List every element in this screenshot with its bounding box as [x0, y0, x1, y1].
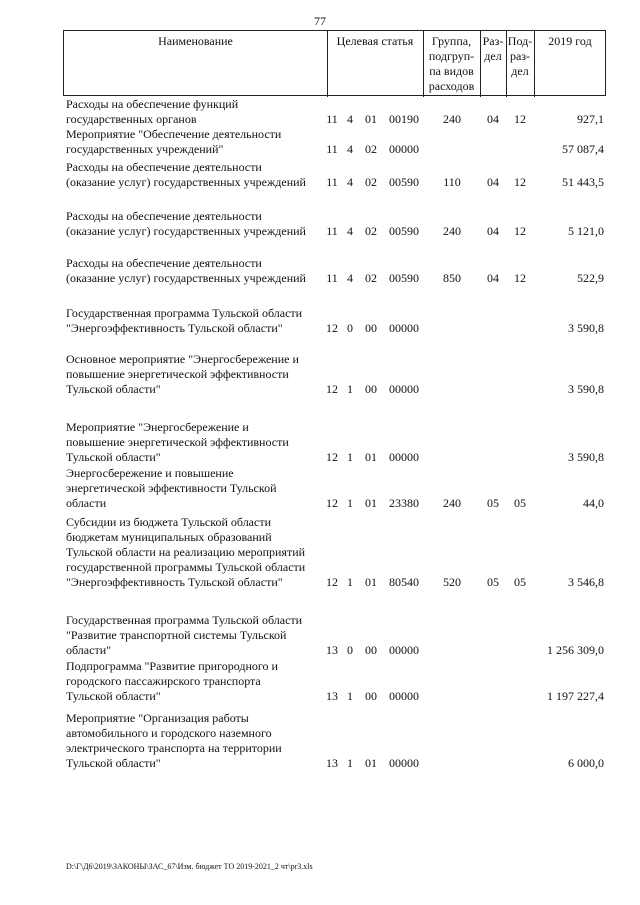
code-part-3: 00: [365, 382, 377, 396]
code-part-3: 01: [365, 756, 377, 770]
podrazdel: 12: [514, 175, 526, 189]
header-podrazdel: Под- раз- дел: [507, 34, 533, 78]
code-part-2: 1: [347, 496, 353, 510]
razdel: 05: [487, 575, 499, 589]
page-number: 77: [314, 14, 326, 28]
row-name: Расходы на обеспечение функций государственных органов: [66, 97, 239, 126]
code-part-4: 00190: [389, 112, 419, 126]
razdel: 04: [487, 224, 499, 238]
expense-group: 240: [443, 112, 461, 126]
row-name: Мероприятие "Организация работы автомобильного и городского наземного электрического транспорта на территории Тульской области": [66, 711, 282, 770]
podrazdel: 05: [514, 575, 526, 589]
code-part-3: 02: [365, 271, 377, 285]
expense-group: 110: [443, 175, 461, 189]
code-part-3: 01: [365, 450, 377, 464]
expense-group: 850: [443, 271, 461, 285]
podrazdel: 12: [514, 271, 526, 285]
row-name: Мероприятие "Обеспечение деятельности государственных учреждений": [66, 127, 282, 156]
code-part-4: 00000: [389, 689, 419, 703]
code-part-2: 4: [347, 224, 353, 238]
footer-path: D:\Г\Д6\2019\ЗАКОНЫ\ЗАС_67\Изм. бюджет ТО 2019-2021_2 чт\pr3.xls: [66, 862, 313, 871]
row-name: Государственная программа Тульской области "Развитие транспортной системы Тульской области": [66, 613, 303, 657]
code-part-2: 0: [347, 321, 353, 335]
razdel: 05: [487, 496, 499, 510]
code-part-4: 00590: [389, 271, 419, 285]
row-name: Энергосбережение и повышение энергетической эффективности Тульской области: [66, 466, 277, 510]
podrazdel: 12: [514, 112, 526, 126]
row-name: Расходы на обеспечение деятельности (оказание услуг) государственных учреждений: [66, 160, 306, 189]
header-group: Группа, подгруп- па видов расходов: [428, 34, 475, 93]
code-part-3: 00: [365, 321, 377, 335]
amount: 1 197 227,4: [547, 689, 604, 703]
code-part-4: 80540: [389, 575, 419, 589]
code-part-1: 11: [326, 224, 338, 238]
code-part-3: 01: [365, 112, 377, 126]
code-part-2: 4: [347, 271, 353, 285]
razdel: 04: [487, 271, 499, 285]
amount: 3 590,8: [568, 450, 604, 464]
code-part-3: 01: [365, 575, 377, 589]
code-part-2: 1: [347, 575, 353, 589]
expense-group: 240: [443, 496, 461, 510]
code-part-1: 11: [326, 112, 338, 126]
code-part-4: 00000: [389, 382, 419, 396]
code-part-4: 00000: [389, 142, 419, 156]
code-part-1: 12: [326, 321, 338, 335]
code-part-3: 00: [365, 689, 377, 703]
code-part-3: 00: [365, 643, 377, 657]
table-header: [63, 30, 606, 96]
code-part-1: 11: [326, 142, 338, 156]
header-year: 2019 год: [548, 34, 592, 48]
expense-group: 520: [443, 575, 461, 589]
row-name: Основное мероприятие "Энергосбережение и повышение энергетической эффективности Тульской области": [66, 352, 299, 396]
code-part-2: 4: [347, 142, 353, 156]
amount: 6 000,0: [568, 756, 604, 770]
header-razdel: Раз- дел: [482, 34, 504, 63]
code-part-2: 4: [347, 112, 353, 126]
row-name: Мероприятие "Энергосбережение и повышение энергетической эффективности Тульской области": [66, 420, 289, 464]
podrazdel: 05: [514, 496, 526, 510]
row-name: Субсидии из бюджета Тульской области бюджетам муниципальных образований Тульской области на реализацию мероприятий государственной программы Тульской области "Энергоэффективность Тульской области": [66, 515, 306, 589]
code-part-4: 00000: [389, 643, 419, 657]
amount: 927,1: [577, 112, 604, 126]
amount: 44,0: [583, 496, 604, 510]
amount: 3 590,8: [568, 321, 604, 335]
code-part-3: 02: [365, 175, 377, 189]
code-part-4: 00590: [389, 175, 419, 189]
code-part-1: 11: [326, 175, 338, 189]
code-part-4: 00000: [389, 756, 419, 770]
code-part-1: 12: [326, 382, 338, 396]
amount: 57 087,4: [562, 142, 604, 156]
code-part-3: 01: [365, 496, 377, 510]
row-name: Подпрограмма "Развитие пригородного и городского пассажирского транспорта Тульской области": [66, 659, 278, 703]
amount: 3 546,8: [568, 575, 604, 589]
code-part-4: 23380: [389, 496, 419, 510]
code-part-1: 13: [326, 643, 338, 657]
row-name: Расходы на обеспечение деятельности (оказание услуг) государственных учреждений: [66, 256, 306, 285]
code-part-4: 00590: [389, 224, 419, 238]
code-part-1: 12: [326, 450, 338, 464]
code-part-1: 12: [326, 575, 338, 589]
amount: 522,9: [577, 271, 604, 285]
expense-group: 240: [443, 224, 461, 238]
code-part-1: 13: [326, 756, 338, 770]
podrazdel: 12: [514, 224, 526, 238]
row-name: Государственная программа Тульской области "Энергоэффективность Тульской области": [66, 306, 303, 335]
code-part-3: 02: [365, 142, 377, 156]
code-part-1: 12: [326, 496, 338, 510]
amount: 3 590,8: [568, 382, 604, 396]
amount: 51 443,5: [562, 175, 604, 189]
code-part-2: 1: [347, 382, 353, 396]
code-part-2: 1: [347, 689, 353, 703]
code-part-1: 11: [326, 271, 338, 285]
code-part-2: 4: [347, 175, 353, 189]
code-part-2: 1: [347, 450, 353, 464]
amount: 5 121,0: [568, 224, 604, 238]
razdel: 04: [487, 112, 499, 126]
header-target: Целевая статья: [336, 34, 414, 48]
row-name: Расходы на обеспечение деятельности (оказание услуг) государственных учреждений: [66, 209, 306, 238]
code-part-1: 13: [326, 689, 338, 703]
code-part-4: 00000: [389, 450, 419, 464]
header-name: Наименование: [158, 34, 233, 48]
code-part-4: 00000: [389, 321, 419, 335]
razdel: 04: [487, 175, 499, 189]
amount: 1 256 309,0: [547, 643, 604, 657]
code-part-2: 1: [347, 756, 353, 770]
code-part-2: 0: [347, 643, 353, 657]
code-part-3: 02: [365, 224, 377, 238]
